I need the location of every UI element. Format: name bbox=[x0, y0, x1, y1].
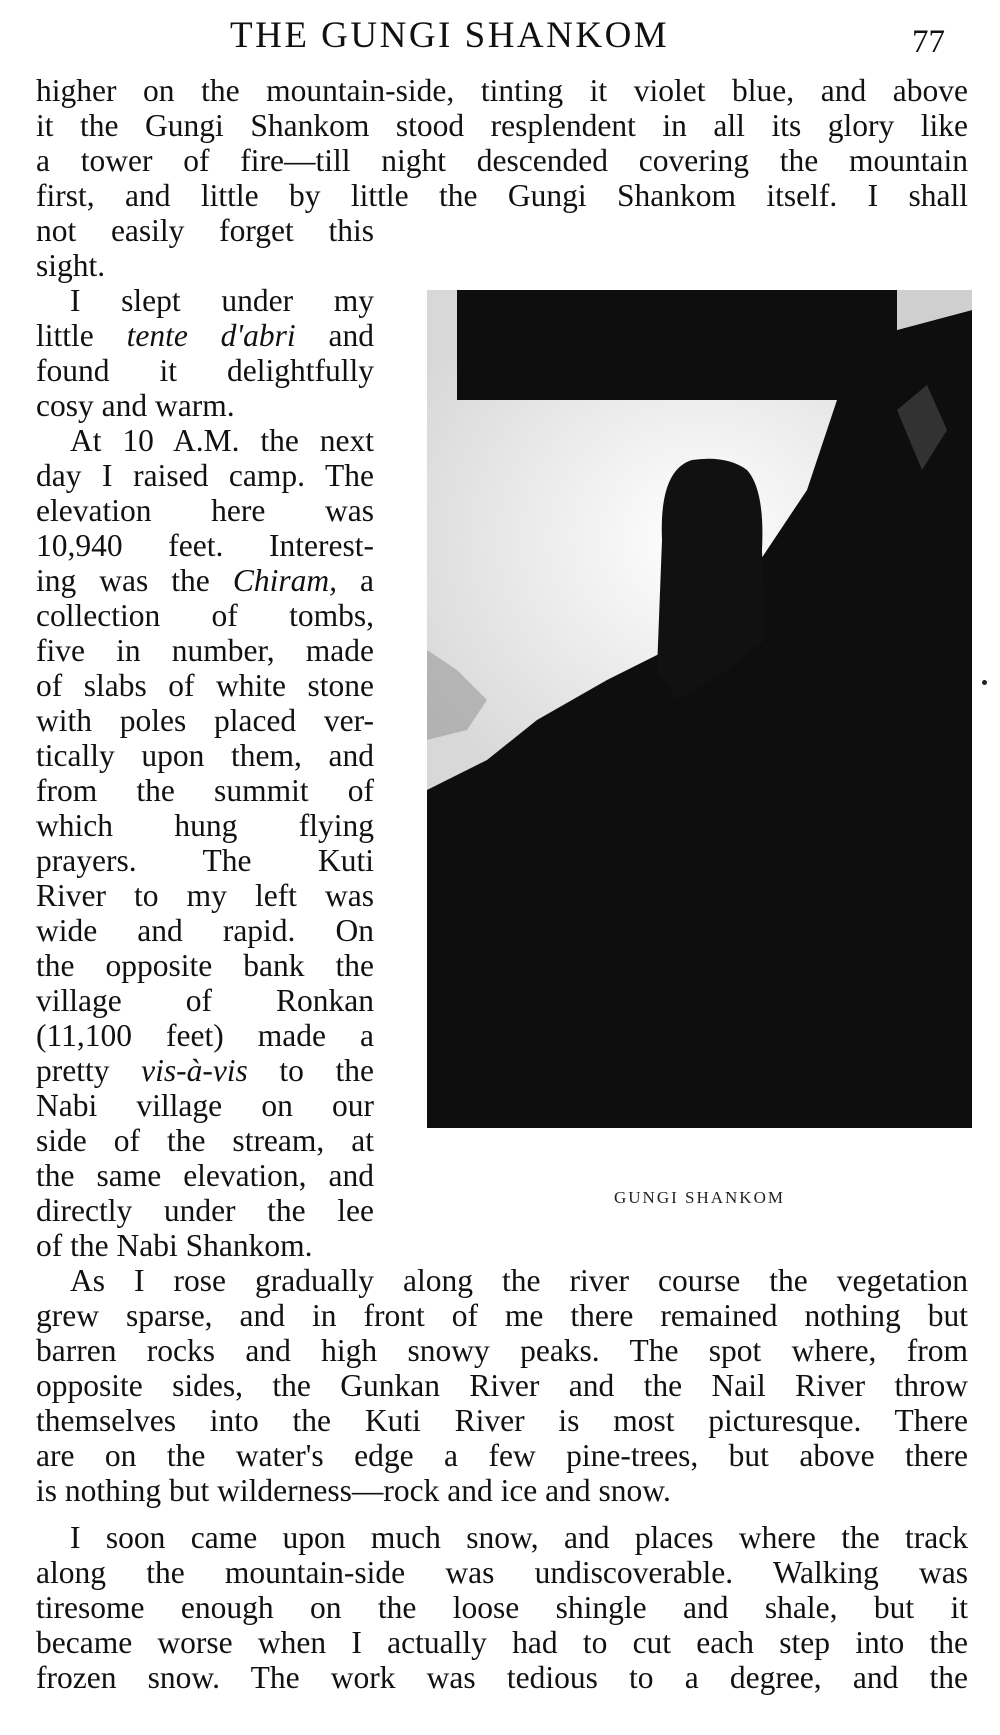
text-line: pretty vis-à-vis to the bbox=[36, 1053, 374, 1088]
text-line: collection of tombs, bbox=[36, 598, 374, 633]
text-line: is nothing but wilderness—rock and ice and snow. bbox=[36, 1473, 671, 1508]
text-line: side of the stream, at bbox=[36, 1123, 374, 1158]
text-line: River to my left was bbox=[36, 878, 374, 913]
text-line: directly under the lee bbox=[36, 1193, 374, 1228]
text-line: of the Nabi Shankom. bbox=[36, 1228, 313, 1263]
running-title: THE GUNGI SHANKOM bbox=[230, 15, 670, 56]
margin-speck bbox=[982, 680, 987, 685]
text-line: first, and little by little the Gungi Shankom itself. I shall bbox=[36, 178, 968, 213]
text-line: not easily forget this bbox=[36, 213, 374, 248]
text-line: grew sparse, and in front of me there remained nothing but bbox=[36, 1298, 968, 1333]
text-line: five in number, made bbox=[36, 633, 374, 668]
page-header bbox=[0, 12, 1000, 60]
text-line: are on the water's edge a few pine-trees, but above there bbox=[36, 1438, 968, 1473]
text-line: prayers. The Kuti bbox=[36, 843, 374, 878]
text-line: tically upon them, and bbox=[36, 738, 374, 773]
text-line: the same elevation, and bbox=[36, 1158, 374, 1193]
text-line: wide and rapid. On bbox=[36, 913, 374, 948]
text-line: themselves into the Kuti River is most picturesque. There bbox=[36, 1403, 968, 1438]
text-line: village of Ronkan bbox=[36, 983, 374, 1018]
text-line: of slabs of white stone bbox=[36, 668, 374, 703]
text-line: a tower of fire—till night descended covering the mountain bbox=[36, 143, 968, 178]
italic-phrase: vis-à-vis bbox=[141, 1053, 248, 1088]
text-line: with poles placed ver- bbox=[36, 703, 374, 738]
text-line: I soon came upon much snow, and places where the track bbox=[70, 1520, 968, 1555]
italic-phrase: tente d'abri bbox=[126, 318, 296, 353]
text-line: became worse when I actually had to cut each step into the bbox=[36, 1625, 968, 1660]
text-line: At 10 A.M. the next bbox=[70, 423, 374, 458]
page-number: 77 bbox=[912, 24, 945, 60]
text-line: along the mountain-side was undiscoverable. Walking was bbox=[36, 1555, 968, 1590]
text-line: the opposite bank the bbox=[36, 948, 374, 983]
text-line: frozen snow. The work was tedious to a degree, and the bbox=[36, 1660, 968, 1695]
text-line: from the summit of bbox=[36, 773, 374, 808]
figure-caption: GUNGI SHANKOM bbox=[614, 1188, 785, 1207]
text-line: sight. bbox=[36, 248, 106, 283]
text-line: elevation here was bbox=[36, 493, 374, 528]
text-line: 10,940 feet. Interest- bbox=[36, 528, 374, 563]
mountain-photo-art bbox=[427, 290, 972, 1128]
text-line: As I rose gradually along the river course the vegetation bbox=[70, 1263, 968, 1298]
text-line: tiresome enough on the loose shingle and shale, but it bbox=[36, 1590, 968, 1625]
text-line: Nabi village on our bbox=[36, 1088, 374, 1123]
mountain-photograph bbox=[427, 290, 972, 1128]
text-line: barren rocks and high snowy peaks. The spot where, from bbox=[36, 1333, 968, 1368]
italic-phrase: Chiram, bbox=[232, 563, 337, 598]
text-line: day I raised camp. The bbox=[36, 458, 374, 493]
text-line: (11,100 feet) made a bbox=[36, 1018, 374, 1053]
text-line: I slept under my bbox=[70, 283, 374, 318]
text-line: opposite sides, the Gunkan River and the Nail River throw bbox=[36, 1368, 968, 1403]
text-line: higher on the mountain-side, tinting it violet blue, and above bbox=[36, 73, 968, 108]
text-line: found it delightfully bbox=[36, 353, 374, 388]
text-line: it the Gungi Shankom stood resplendent in all its glory like bbox=[36, 108, 968, 143]
text-line: cosy and warm. bbox=[36, 388, 235, 423]
text-line: ing was the Chiram, a bbox=[36, 563, 374, 598]
text-line: little tente d'abri and bbox=[36, 318, 374, 353]
text-line: which hung flying bbox=[36, 808, 374, 843]
